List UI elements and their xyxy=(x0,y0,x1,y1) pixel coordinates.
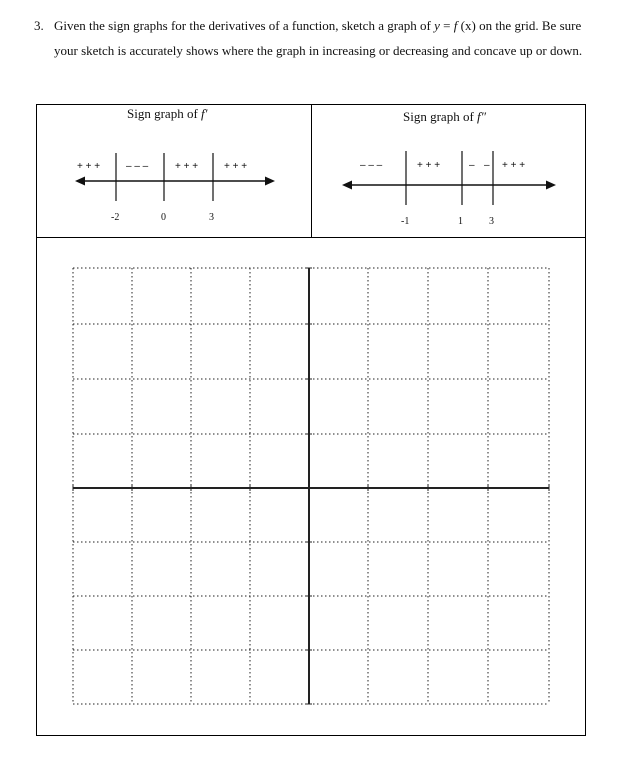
expr-y: y xyxy=(434,18,440,33)
f-prime-label-1: + + + xyxy=(77,161,101,172)
problem-text-part1: Given the sign graphs for the derivatives of a function, sketch a graph of xyxy=(54,18,431,33)
expr-f: f xyxy=(453,18,458,33)
f-double-prime-tick-label-3: 3 xyxy=(489,216,494,227)
f-prime-title-func: f′ xyxy=(201,106,208,121)
f-prime-title-prefix: Sign graph of xyxy=(127,106,202,121)
f-prime-left-arrow xyxy=(75,177,85,186)
f-double-prime-title-func: f″ xyxy=(477,109,487,124)
expr-x: (x) xyxy=(457,18,476,33)
problem-statement xyxy=(34,14,594,63)
f-double-prime-tick-label-2: 1 xyxy=(458,216,463,227)
problem-box xyxy=(36,104,586,736)
f-prime-tick-label-2: 0 xyxy=(161,212,166,223)
f-prime-sign-graph xyxy=(37,105,311,237)
problem-text xyxy=(54,14,594,63)
f-prime-right-arrow xyxy=(265,177,275,186)
f-double-prime-label-1: – – – xyxy=(360,160,383,171)
f-double-prime-label-3: – xyxy=(469,160,475,171)
f-prime-label-4: + + + xyxy=(224,161,248,172)
f-double-prime-label-5: + + + xyxy=(502,160,526,171)
problem-text-part2: on the grid. Be sure your sketch is accurately shows where the graph in increasing or decreasing and concave up or down. xyxy=(54,18,583,58)
f-double-prime-tick-label-1: -1 xyxy=(401,216,410,227)
f-prime-tick-label-3: 3 xyxy=(209,212,214,223)
f-double-prime-sign-graph xyxy=(312,105,586,237)
f-prime-label-2: – – – xyxy=(126,161,149,172)
f-double-prime-label-4: – xyxy=(484,160,490,171)
problem-number: 3. xyxy=(34,18,44,33)
f-double-prime-right-arrow xyxy=(546,181,556,190)
f-double-prime-title-prefix: Sign graph of xyxy=(403,109,478,124)
f-double-prime-label-2: + + + xyxy=(417,160,441,171)
f-prime-tick-label-1: -2 xyxy=(111,212,120,223)
expr-eq: = xyxy=(439,18,454,33)
sketch-grid[interactable] xyxy=(37,238,585,735)
f-prime-label-3: + + + xyxy=(175,161,199,172)
f-double-prime-left-arrow xyxy=(342,181,352,190)
